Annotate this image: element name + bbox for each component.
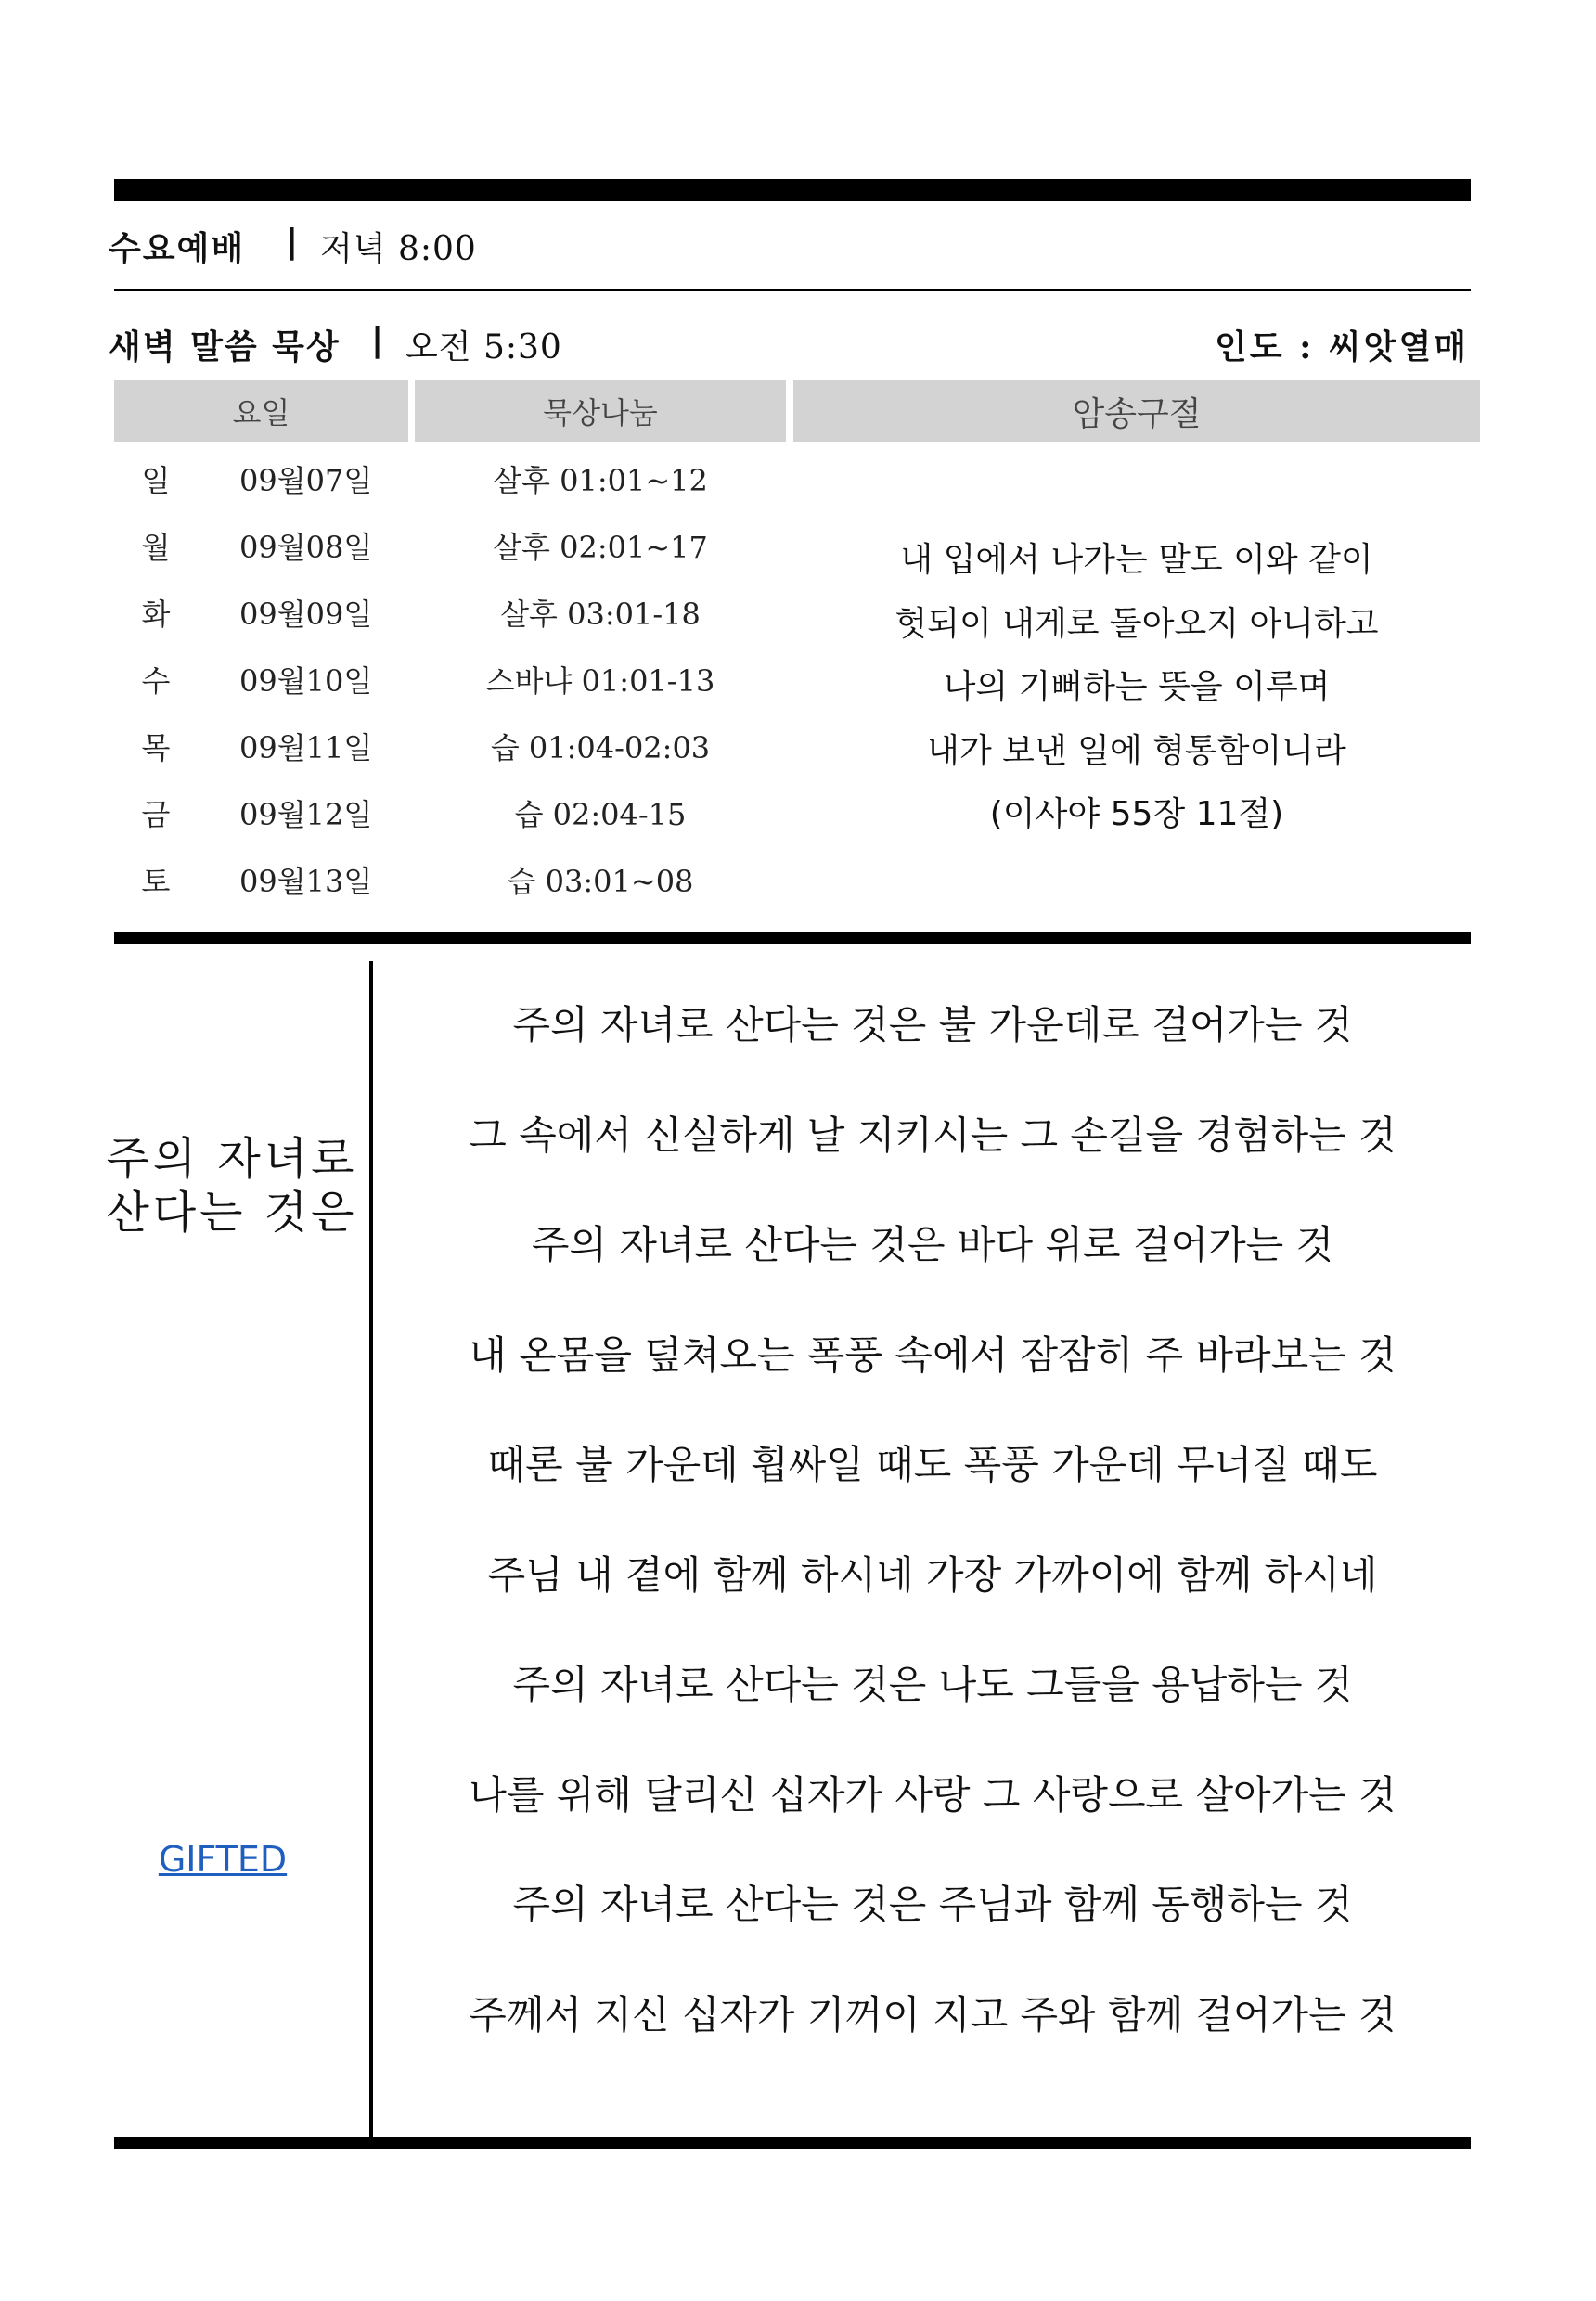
- day-cell: 수: [141, 663, 171, 699]
- verse-line: 내가 보낸 일에 형통함이니라: [927, 731, 1346, 770]
- table-row: [0, 713, 798, 779]
- header-divider: [114, 289, 1471, 291]
- day-cell: 월: [141, 530, 171, 565]
- table-row: [0, 445, 798, 512]
- table-row: [0, 512, 798, 579]
- day-cell: 금: [141, 797, 171, 832]
- lyric-line: 때론 불 가운데 휩싸일 때도 폭풍 가운데 무너질 때도: [487, 1442, 1378, 1487]
- wednesday-service-label: 수요예배: [109, 229, 246, 268]
- verse-line: 나의 기뻐하는 뜻을 이루며: [943, 668, 1331, 706]
- table-row: [0, 846, 798, 913]
- dawn-meditation-label: 새벽 말씀 묵상: [109, 328, 341, 366]
- lyric-line: 주의 자녀로 산다는 것은 불 가운데로 걸어가는 것: [512, 1002, 1353, 1048]
- wednesday-service-time: 저녁 8:00: [320, 230, 477, 268]
- date-cell: 09월07일: [239, 463, 373, 498]
- table-header-meditation: 묵상나눔: [415, 380, 786, 442]
- day-cell: 목: [141, 730, 171, 765]
- passage-cell: 살후 02:01~17: [493, 530, 708, 565]
- lyric-line: 그 속에서 신실하게 날 지키시는 그 손길을 경험하는 것: [469, 1112, 1396, 1158]
- date-cell: 09월11일: [239, 730, 373, 765]
- song-title-line: 주의 자녀로: [106, 1133, 358, 1185]
- verse-reference: (이사야 55장 11절): [989, 795, 1284, 833]
- memory-verse: [793, 529, 1480, 847]
- table-header-day: 요일: [114, 380, 408, 442]
- lyric-line: 내 온몸을 덮쳐오는 폭풍 속에서 잠잠히 주 바라보는 것: [469, 1331, 1396, 1378]
- leader-label: 인도 : 씨앗열매: [1214, 328, 1469, 366]
- passage-cell: 습 03:01~08: [507, 864, 694, 899]
- passage-cell: 살후 01:01~12: [493, 463, 708, 498]
- date-cell: 09월12일: [239, 797, 373, 832]
- wednesday-separator: |: [286, 223, 299, 261]
- song-title-line: 산다는 것은: [106, 1187, 358, 1239]
- date-cell: 09월13일: [239, 864, 373, 899]
- dawn-separator: |: [371, 321, 384, 359]
- table-header-memory-verse: 암송구절: [793, 380, 1480, 442]
- lyric-line: 주의 자녀로 산다는 것은 바다 위로 걸어가는 것: [531, 1222, 1334, 1267]
- date-cell: 09월10일: [239, 663, 373, 699]
- date-cell: 09월08일: [239, 530, 373, 565]
- day-cell: 화: [141, 597, 171, 632]
- lyric-line: 주의 자녀로 산다는 것은 나도 그들을 용납하는 것: [512, 1662, 1353, 1707]
- verse-line: 헛되이 내게로 돌아오지 아니하고: [895, 604, 1379, 643]
- day-cell: 토: [141, 864, 171, 899]
- table-row: [0, 646, 798, 713]
- day-cell: 일: [141, 463, 171, 498]
- table-row: [0, 579, 798, 646]
- song-title: [93, 1132, 371, 1240]
- lyric-line: 주께서 지신 십자가 기꺼이 지고 주와 함께 걸어가는 것: [469, 1991, 1396, 2037]
- passage-cell: 습 01:04-02:03: [490, 730, 711, 765]
- top-thick-rule: [114, 179, 1471, 201]
- passage-cell: 스바냐 01:01-13: [485, 663, 715, 699]
- song-lyrics: [376, 993, 1489, 2092]
- song-source-link[interactable]: GIFTED: [158, 1839, 288, 1880]
- date-cell: 09월09일: [239, 597, 373, 632]
- dawn-meditation-time: 오전 5:30: [405, 328, 562, 366]
- lyric-line: 나를 위해 달리신 십자가 사랑 그 사랑으로 살아가는 것: [469, 1771, 1396, 1818]
- lyric-line: 주의 자녀로 산다는 것은 주님과 함께 동행하는 것: [512, 1882, 1353, 1927]
- bottom-rule: [114, 2137, 1471, 2149]
- table-bottom-rule: [114, 932, 1471, 944]
- passage-cell: 습 02:04-15: [514, 797, 687, 832]
- passage-cell: 살후 03:01-18: [500, 597, 701, 632]
- lyric-line: 주님 내 곁에 함께 하시네 가장 가까이에 함께 하시네: [487, 1551, 1378, 1598]
- table-row: [0, 779, 798, 846]
- verse-line: 내 입에서 나가는 말도 이와 같이: [900, 541, 1373, 579]
